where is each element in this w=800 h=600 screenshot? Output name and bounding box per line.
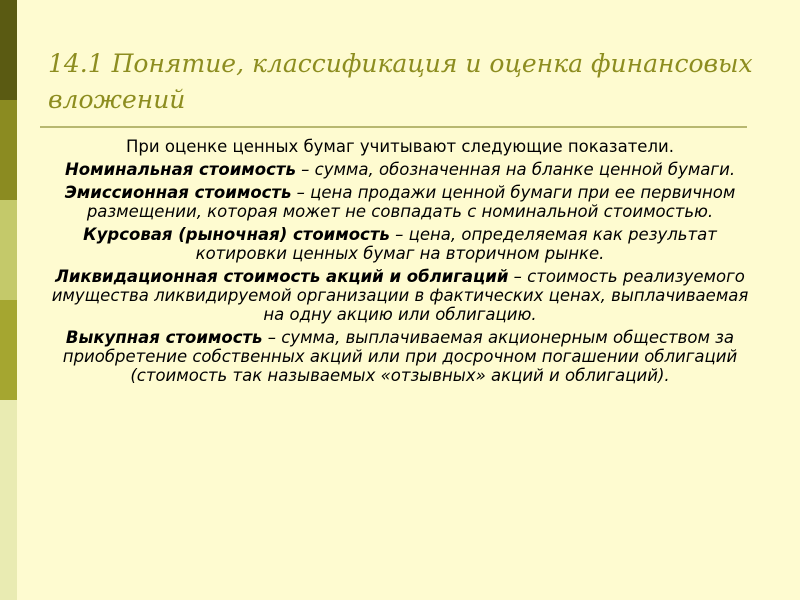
item-term: Выкупная стоимость: [65, 328, 263, 347]
intro-text: При оценке ценных бумаг учитывают следующие показатели.: [126, 137, 674, 156]
decor-stripe-3: [0, 200, 17, 300]
decor-stripe-1: [0, 0, 17, 100]
item-redemption: [40, 328, 760, 385]
item-definition: – стоимость реализуемого имущества ликвидируемой организации в фактических ценах, выплачиваемая на одну акцию или облигацию.: [51, 267, 749, 324]
item-liquidation: [40, 267, 760, 324]
item-definition: – цена, определяемая как результат котировки ценных бумаг на вторичном рынке.: [195, 225, 717, 263]
slide-title: 14.1 Понятие, классификация и оценка финансовых вложений: [48, 49, 753, 114]
item-definition: – сумма, выплачиваемая акционерным обществом за приобретение собственных акций или при досрочном погашении облигаций (стоимость так называемых «отзывных» акций и облигаций).: [62, 328, 738, 385]
item-emission: [40, 183, 760, 221]
item-term: Ликвидационная стоимость акций и облигаций: [55, 267, 509, 286]
item-definition: – сумма, обозначенная на бланке ценной бумаги.: [295, 160, 736, 179]
decor-stripe-4: [0, 300, 17, 400]
decor-stripe-5: [0, 400, 17, 600]
title-divider: [40, 126, 747, 128]
item-market: [40, 225, 760, 263]
slide-body: [40, 137, 760, 389]
item-term: Эмиссионная стоимость: [64, 183, 292, 202]
item-term: Курсовая (рыночная) стоимость: [83, 225, 390, 244]
decor-stripe-2: [0, 100, 17, 200]
item-definition: – цена продажи ценной бумаги при ее первичном размещении, которая может не совпадать с номинальной стоимостью.: [86, 183, 736, 221]
item-term: Номинальная стоимость: [64, 160, 296, 179]
item-nominal: [40, 160, 760, 179]
